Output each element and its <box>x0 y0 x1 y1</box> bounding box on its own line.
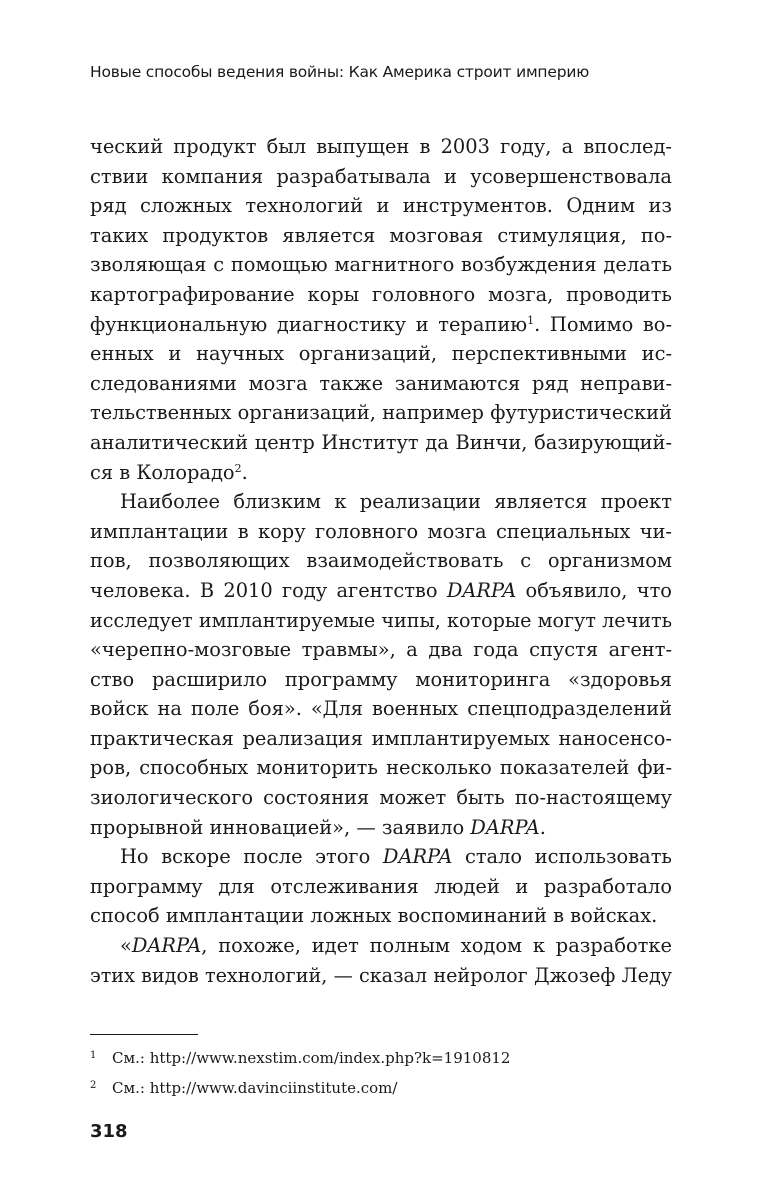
text-line: войск на поле боя». «Для военных спецподразделений <box>90 697 672 721</box>
footnote-ref[interactable]: 2 <box>234 461 242 475</box>
body-text <box>90 132 672 990</box>
text-line: ческий продукт был выпущен в 2003 году, а впослед- <box>90 135 672 158</box>
text-run: функциональную диагностику и терапию <box>90 312 528 336</box>
text-line <box>90 576 672 606</box>
footnote-divider <box>90 1034 198 1035</box>
text-line: таких продуктов является мозговая стимуляция, по- <box>90 223 672 247</box>
text-line: практическая реализация имплантируемых наносенсо- <box>90 726 672 750</box>
text-run: . Помимо во- <box>534 312 672 336</box>
text-run: Но вскоре после этого <box>120 845 383 869</box>
footnote-1 <box>90 1042 680 1072</box>
text-line: зиологического состояния может быть по-настоящему <box>90 786 672 810</box>
agency-name: DARPA <box>470 815 540 839</box>
text-run: « <box>120 934 132 958</box>
text-run: стало использовать <box>452 845 672 869</box>
text-run: . <box>241 460 248 484</box>
text-run: . <box>539 815 546 839</box>
text-line <box>90 813 672 843</box>
text-line: енных и научных организаций, перспективными ис- <box>90 342 672 366</box>
paragraph-first-line: Наиболее близким к реализации является проект <box>120 490 672 514</box>
text-line: ров, способных мониторить несколько показателей фи- <box>90 756 672 780</box>
footnote-ref[interactable]: 1 <box>527 313 535 327</box>
agency-name: DARPA <box>131 934 202 958</box>
agency-name: DARPA <box>446 578 517 602</box>
text-line: «черепно-мозговые травмы», а два года спустя агент- <box>90 638 672 662</box>
text-line: ряд сложных технологий и инструментов. Одним из <box>90 194 672 218</box>
text-line: зволяющая с помощью магнитного возбуждения делать <box>90 253 672 277</box>
text-line: ствии компания разрабатывала и усовершенствовала <box>90 164 672 188</box>
text-line <box>90 310 672 340</box>
text-line <box>90 458 672 488</box>
text-line: пов, позволяющих взаимодействовать с организмом <box>90 549 672 573</box>
text-run: объявило, что <box>516 578 672 602</box>
footnotes <box>90 1042 680 1102</box>
footnote-text[interactable]: См.: http://www.nexstim.com/index.php?k=1910812 <box>112 1049 511 1067</box>
text-line: программу для отслеживания людей и разработало <box>90 874 672 898</box>
text-line: следованиями мозга также занимаются ряд неправи- <box>90 371 672 395</box>
agency-name: DARPA <box>382 845 453 869</box>
footnote-2 <box>90 1072 680 1102</box>
text-line: способ имплантации ложных воспоминаний в войсках. <box>90 904 658 928</box>
footnote-number: 1 <box>90 1050 97 1061</box>
paragraph-first-line <box>90 931 672 961</box>
text-line: ство расширило программу мониторинга «здоровья <box>90 667 672 691</box>
text-line: тельственных организаций, например футуристический <box>90 401 672 425</box>
text-line: аналитический центр Институт да Винчи, базирующий- <box>90 430 672 454</box>
page-number: 318 <box>90 1121 128 1142</box>
text-run: , похоже, идет полным ходом к разработке <box>201 934 672 958</box>
text-run: ся в Колорадо <box>90 460 235 484</box>
text-line: исследует имплантируемые чипы, которые могут лечить <box>90 608 672 632</box>
text-run: прорывной инновацией», — заявило <box>90 815 471 839</box>
text-line: картографирование коры головного мозга, проводить <box>90 282 672 306</box>
text-run: человека. В 2010 году агентство <box>90 578 447 602</box>
running-header: Новые способы ведения войны: Как Америка строит империю <box>90 63 590 81</box>
paragraph-first-line <box>90 842 672 872</box>
text-line: этих видов технологий, — сказал нейролог Джозеф Леду <box>90 963 672 987</box>
footnote-number: 2 <box>90 1080 97 1091</box>
text-line: имплантации в кору головного мозга специальных чи- <box>90 519 672 543</box>
footnote-text[interactable]: См.: http://www.davinciinstitute.com/ <box>112 1079 398 1097</box>
